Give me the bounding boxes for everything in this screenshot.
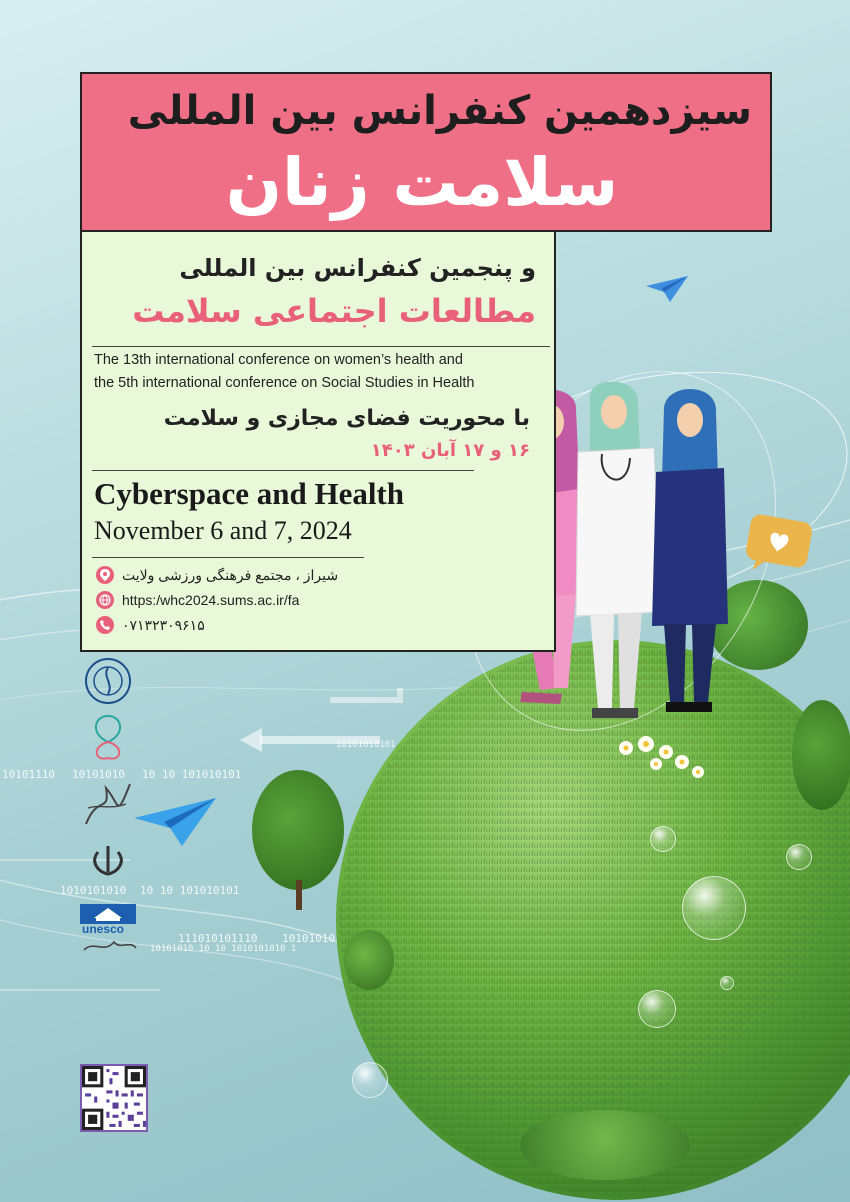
iran-emblem-logo	[80, 842, 136, 882]
university-logo	[80, 656, 136, 706]
bush-left	[344, 930, 394, 990]
calligraphy-logo	[80, 774, 136, 832]
binary-text: 1010101010	[60, 884, 127, 897]
english-theme: Cyberspace and Health	[94, 476, 404, 511]
binary-text: 111010101110	[178, 932, 258, 945]
globe-icon	[96, 591, 114, 609]
tree-trunk	[296, 880, 302, 910]
phone-icon	[96, 616, 114, 634]
subtitle-line1: و پنجمین کنفرانس بین المللی	[179, 254, 536, 282]
unesco-chair-logo	[80, 936, 140, 956]
persian-theme: با محوریت فضای مجازی و سلامت	[163, 406, 530, 431]
english-date: November 6 and 7, 2024	[94, 516, 352, 545]
location-text: شیراز ، مجتمع فرهنگی ورزشی ولایت	[122, 566, 339, 583]
conference-title-line2: سلامت زنان	[225, 144, 619, 221]
divider	[92, 346, 550, 347]
bubble	[720, 976, 734, 990]
conference-title-line1: سیزدهمین کنفرانس بین المللی	[127, 88, 752, 134]
subtitle-line2: مطالعات اجتماعی سلامت	[132, 292, 536, 330]
bubble	[682, 876, 746, 940]
unesco-label: unesco	[82, 922, 125, 936]
binary-text: 10 10 101010101	[140, 884, 240, 897]
woman-blue-figure	[648, 388, 738, 718]
binary-text: 10101010101	[336, 740, 396, 750]
divider	[92, 470, 474, 471]
binary-text: 10101010	[282, 932, 335, 945]
binary-text: 10 10 101010101	[142, 768, 242, 781]
research-center-logo	[80, 712, 136, 766]
binary-text: 10101010	[72, 768, 125, 781]
binary-text: 10101110	[2, 768, 55, 781]
paper-plane-icon	[646, 276, 688, 302]
flowers	[612, 732, 712, 786]
tree-far-right	[792, 700, 850, 810]
bubble	[786, 844, 812, 870]
bubble	[650, 826, 676, 852]
bubble	[638, 990, 676, 1028]
contact-location	[96, 564, 338, 586]
chat-bubble-icon	[744, 513, 813, 569]
title-box	[80, 72, 772, 232]
divider	[92, 557, 364, 558]
persian-date: ۱۶ و ۱۷ آبان ۱۴۰۳	[370, 440, 530, 461]
contact-phone	[96, 614, 205, 636]
english-title-line2: the 5th international conference on Social Studies in Health	[94, 375, 475, 391]
bubble	[352, 1062, 388, 1098]
phone-number: ۰۷۱۳۲۳۰۹۶۱۵	[122, 616, 205, 633]
unesco-logo	[80, 904, 136, 924]
contact-website	[96, 589, 299, 611]
bush-bottom	[520, 1110, 690, 1180]
binary-text: 10101010 10 10 1010101010 1	[150, 944, 297, 954]
website-link[interactable]: https:/whc2024.sums.ac.ir/fa	[122, 592, 300, 608]
qr-code[interactable]	[80, 1064, 148, 1132]
tree-left	[252, 770, 344, 890]
info-box	[80, 232, 556, 652]
paper-plane-icon	[134, 798, 216, 846]
location-icon	[96, 566, 114, 584]
english-title-line1: The 13th international conference on women’s health and	[94, 352, 463, 368]
